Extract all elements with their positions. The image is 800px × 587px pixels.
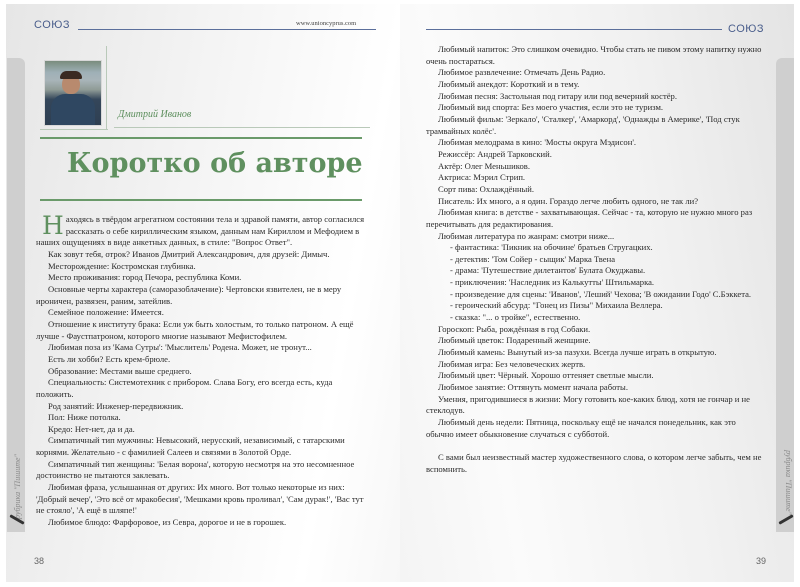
right-paragraphs (426, 44, 762, 242)
header-brand: СОЮЗ (34, 19, 71, 31)
author-photo-cap (60, 71, 82, 79)
header-rule (426, 29, 722, 30)
paragraph: Любимое блюдо: Фарфоровое, из Севра, дорогое и не в горошек. (48, 517, 287, 528)
intro-text: аходясь в твёрдом агрегатном состоянии тела и здравой памяти, автор согласился рассказать о себе кириллическим языком, данным нам Кириллом и Мефодием в наших ощущениях в виде анкетных данных, в стиле: "Вопрос Ответ". (36, 214, 365, 248)
paragraph: Актёр: Олег Меньшиков. (438, 160, 530, 171)
genre-list (426, 242, 762, 324)
paragraph: Любимая литература по жанрам: смотри ниже... (438, 230, 615, 241)
genre-item: - фантастика: 'Пикник на обочине' братьев Стругацких. (450, 242, 653, 253)
author-name: Дмитрий Иванов (118, 109, 192, 120)
paragraph: Писатель: Их много, а я один. Гораздо легче любить одного, не так ли? (438, 195, 699, 206)
paragraph: Гороскоп: Рыба, рождённая в год Собаки. (438, 323, 591, 334)
paragraph: Образование: Местами выше среднего. (48, 365, 192, 376)
paragraph: Любимая фраза, услышанная от других: Их много. Вот только некоторые из них: 'Добрый вечер', 'Это всё от мракобесия', 'Мешками кровь проливал', 'Сам дурак!', 'Вас тут не стояло', 'А ещё в шляпе!' (36, 482, 364, 516)
left-body-text (36, 211, 366, 529)
page-number-left: 38 (34, 556, 45, 566)
paragraph: Любимое занятие: Оттянуть момент начала работы. (438, 382, 628, 393)
section-side-tab[interactable] (776, 58, 794, 532)
header-rule (78, 29, 376, 30)
genre-item: - детектив: 'Том Сойер - сыщик' Марка Твена (450, 253, 616, 264)
magazine-spread (6, 4, 794, 582)
title-rule-top (40, 137, 362, 139)
page-number-right: 39 (756, 556, 767, 566)
intro-paragraph (36, 211, 366, 249)
paragraph: Любимый анекдот: Короткий и в тему. (438, 78, 580, 89)
genre-item: - приключения: 'Наследник из Калькутты' Штильмарка. (450, 277, 655, 288)
left-paragraphs (36, 249, 366, 529)
right-body-text (426, 44, 762, 475)
paragraph: Любимая книга: в детстве - захватывающая. Сейчас - та, которую не нужно много раз перечитывать для редактирования. (426, 207, 753, 229)
paragraph: Кредо: Нет-нет, да и да. (48, 423, 135, 434)
article-title: Коротко об авторе (67, 148, 363, 179)
section-side-tab[interactable] (7, 58, 25, 532)
photo-frame-line (106, 46, 107, 130)
paragraph: Актриса: Мэрил Стрип. (438, 172, 526, 183)
section-tab-label: рубрика "Пишите" (783, 450, 793, 515)
author-photo (44, 60, 102, 126)
closing-paragraph: С вами был неизвестный мастер художественного слова, о котором легче забыть, чем не вспомнить. (426, 451, 762, 474)
paragraph: Любимый цветок: Подаренный женщине. (438, 335, 591, 346)
paragraph: Как зовут тебя, отрок? Иванов Дмитрий Александрович, для друзей: Димыч. (48, 248, 330, 259)
drop-cap: Н (42, 211, 64, 240)
paragraph: Основные черты характера (саморазоблачение): Чертовски язвителен, не в меру ироничен, развязен, раним, затейлив. (36, 283, 342, 306)
pen-icon (778, 514, 793, 525)
header-url: www.unioncyprus.com (296, 20, 357, 27)
paragraph: Любимый день недели: Пятница, поскольку ещё не начался понедельник, как это обычно имеет обыкновение случаться с субботой. (426, 417, 736, 439)
paragraph: Любимое развлечение: Отмечать День Радио. (438, 67, 606, 78)
title-rule-bottom (40, 199, 362, 201)
paragraph: Род занятий: Инженер-передвижник. (48, 400, 184, 411)
paragraph: Пол: Ниже потолка. (48, 412, 121, 423)
genre-item: - сказка: "... о тройке", естественно. (450, 312, 581, 323)
paragraph: Умения, пригодившиеся в жизни: Могу готовить кое-каких блюд, хотя не гончар и не стеклодув. (426, 393, 750, 416)
header-brand: СОЮЗ (728, 23, 765, 35)
paragraph: Любимый вид спорта: Без моего участия, если это не туризм. (438, 102, 664, 113)
paragraph: Любимая песня: Застольная под гитару или под вечерний костёр. (438, 90, 677, 101)
paragraph: Любимая мелодрама в кино: 'Мосты округа Мэдисон'. (438, 137, 637, 148)
author-photo-body (51, 94, 95, 126)
genre-item: - героический абсурд: "Гонец из Пизы" Михаила Веллера. (450, 300, 663, 311)
paragraph: Симпатичный тип мужчины: Невысокий, нерусский, независимый, с татарскими корнями. Желательно - с фамилией Салеев и связями в Золотой Орде. (36, 435, 345, 458)
paragraph: Любимая поза из 'Кама Сутры': 'Мыслитель' Родена. Может, не тронут... (48, 342, 312, 353)
left-page (6, 4, 400, 582)
paragraph: Семейное положение: Имеется. (48, 307, 164, 318)
paragraph: Любимый напиток: Это слишком очевидно. Чтобы стать не пивом этому напитку нужно очень постараться. (426, 44, 762, 66)
paragraph: Отношение к институту брака: Если уж быть холостым, то только патроном. А ещё лучше - Фаустпатроном, которого многие называют Мефистофилем. (36, 318, 354, 341)
paragraph: Любимый камень: Вынутый из-за пазухи. Всегда лучше играть в открытую. (438, 347, 717, 358)
paragraph: Симпатичный тип женщины: 'Белая ворона', которую несмотря на это несомненное достоинство не пытаются заклевать. (36, 458, 355, 481)
paragraph: Специальность: Системотехник с прибором. Слава Богу, его всегда есть, куда положить. (36, 377, 333, 399)
section-tab-label: рубрика "Пишите" (12, 454, 22, 519)
paragraph: Место проживания: город Печора, республика Коми. (48, 272, 242, 283)
author-rule (114, 127, 370, 128)
paragraph: Любимая игра: Без человеческих жертв. (438, 358, 586, 369)
paragraph: Есть ли хобби? Есть крем-брюле. (48, 353, 171, 364)
paragraph: Режиссёр: Андрей Тарковский. (438, 148, 552, 159)
paragraph: Месторождение: Костромская глубинка. (48, 260, 196, 271)
right-page (400, 4, 794, 582)
genre-item: - драма: 'Путешествие дилетантов' Булата Окуджавы. (450, 265, 646, 276)
paragraph: Сорт пива: Охлаждённый. (438, 183, 535, 194)
genre-item: - произведение для сцены: 'Иванов', 'Леший' Чехова; 'В ожидании Годо' С.Бэккета. (450, 288, 752, 299)
paragraph: Любимый фильм: 'Зеркало', 'Сталкер', 'Амаркорд', 'Однажды в Америке', 'Под стук трамвайных колёс'. (426, 113, 740, 136)
right-more-paragraphs (426, 324, 762, 441)
photo-frame-line (40, 129, 108, 130)
paragraph: Любимый цвет: Чёрный. Хорошо оттеняет светлые мысли. (438, 370, 654, 381)
